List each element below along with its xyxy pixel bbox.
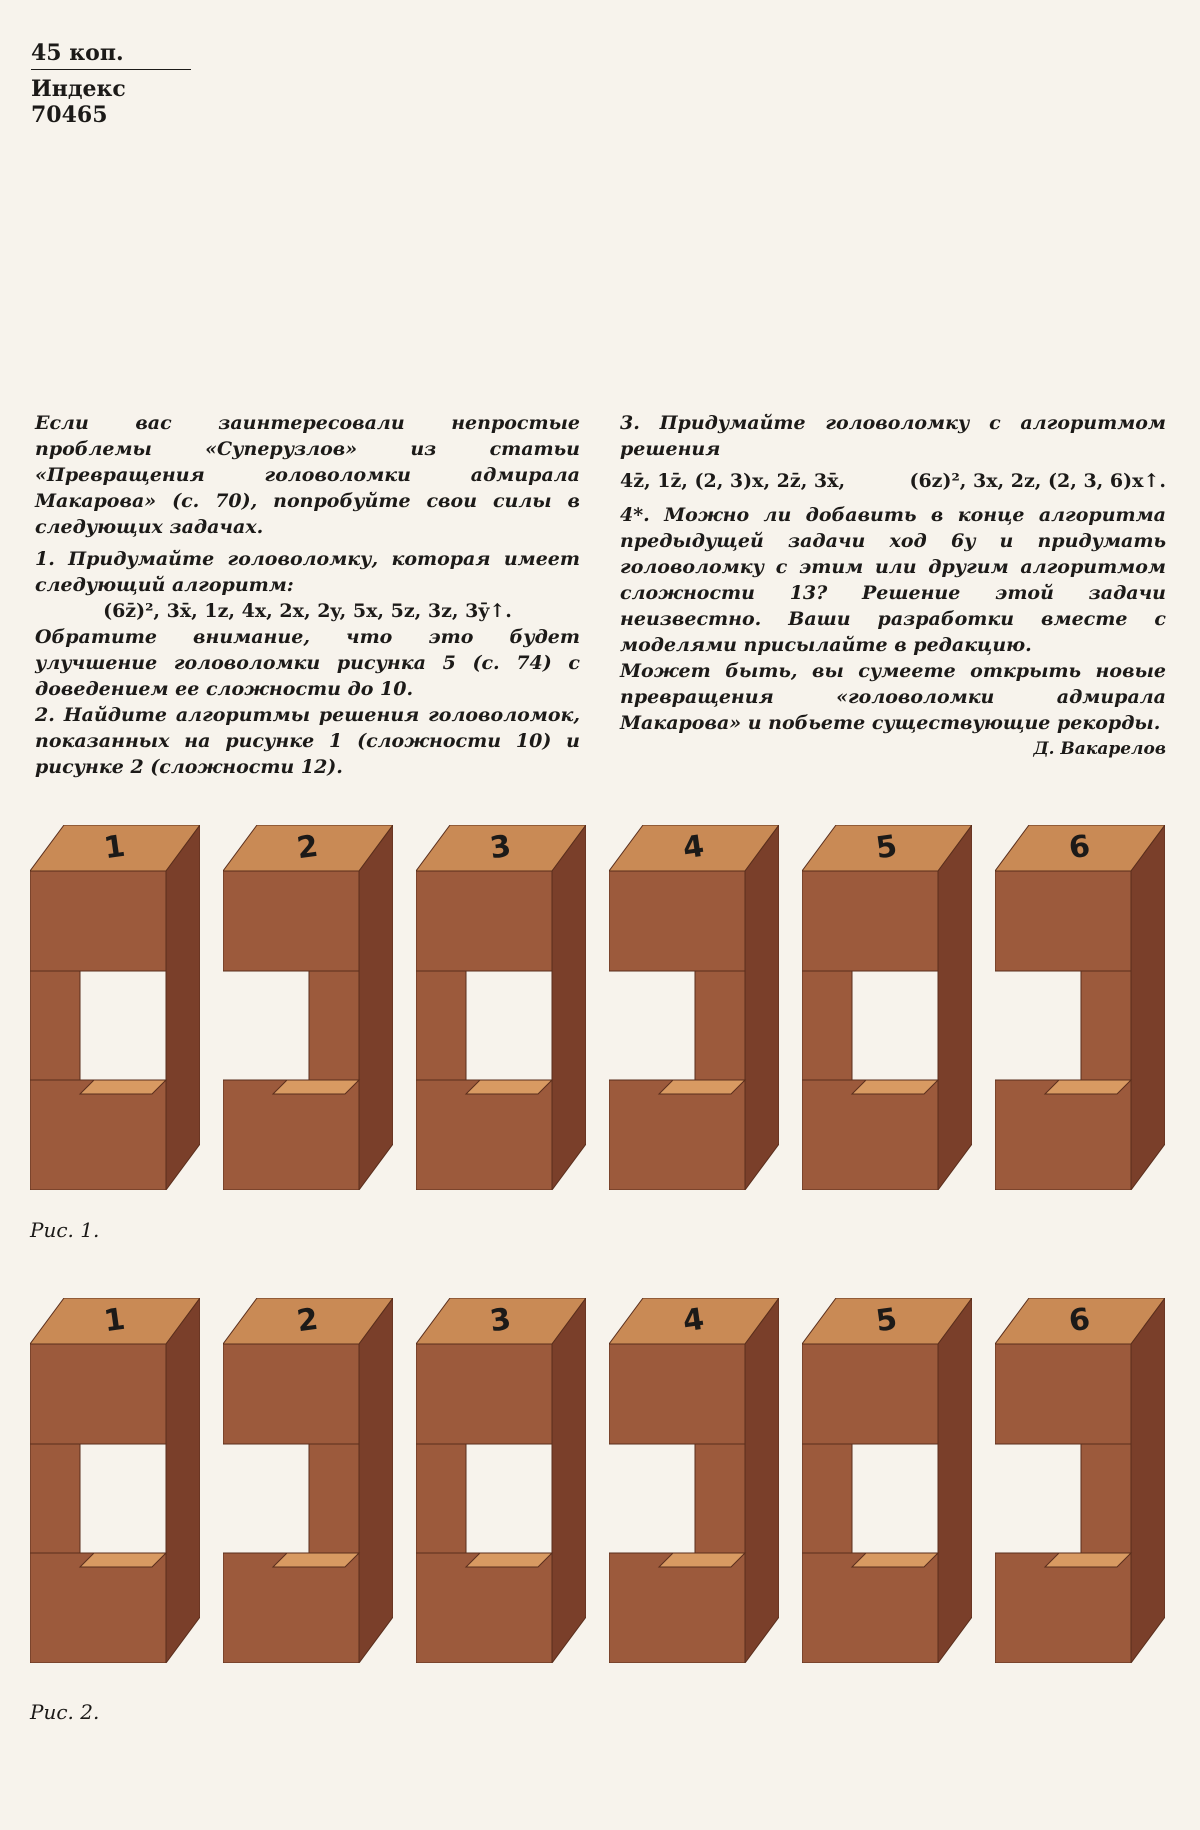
left-column — [35, 410, 580, 780]
fig1-piece-6 — [995, 825, 1165, 1190]
figure-1 — [30, 825, 1170, 1190]
fig1-piece-label: 4 — [680, 828, 707, 867]
fig2-piece-3 — [416, 1298, 586, 1663]
task-4: 4*. Можно ли добавить в конце алгоритма предыдущей задачи ход 6y и придумать головоломку с этим или другим алгоритмом сложности 13? Решение этой задачи неизвестно. Ваши разработки вместе с моделями присылайте в редакцию. — [620, 504, 1166, 656]
author: Д. Вакарелов — [1033, 739, 1166, 759]
fig2-piece-5 — [802, 1298, 972, 1663]
fig1-piece-4 — [609, 825, 779, 1190]
figure-2-caption: Рис. 2. — [30, 1700, 100, 1724]
task-2: 2. Найдите алгоритмы решения головоломок, показанных на рисунке 1 (сложности 10) и рисунке 2 (сложности 12). — [35, 704, 580, 778]
task-1: 1. Придумайте головоломку, которая имеет следующий алгоритм: — [35, 548, 580, 596]
formula-3 — [620, 468, 1166, 494]
fig2-piece-label: 4 — [680, 1301, 707, 1340]
formula-3-part-a: 4z̄, 1z̄, (2, 3)x, 2z̄, 3x̄, — [620, 470, 846, 492]
intro-text: Если вас заинтересовали непростые проблемы «Суперузлов» из статьи «Превращения головоломки адмирала Макарова» (с. 70), попробуйте свои силы в следующих задачах. — [35, 412, 580, 538]
fig1-piece-label: 3 — [487, 828, 514, 867]
fig2-piece-label: 5 — [873, 1301, 900, 1340]
figure-2 — [30, 1298, 1170, 1663]
price: 45 коп. — [31, 40, 191, 70]
fig2-piece-label: 1 — [101, 1301, 128, 1340]
fig1-piece-2 — [223, 825, 393, 1190]
fig2-piece-2 — [223, 1298, 393, 1663]
formula-1: (6z̄)², 3x̄, 1z, 4x, 2x, 2y, 5x, 5z, 3z, 3ȳ↑. — [103, 600, 512, 622]
price-block — [31, 40, 191, 128]
fig2-piece-4 — [609, 1298, 779, 1663]
fig1-piece-label: 1 — [101, 828, 128, 867]
subscription-index: Индекс 70465 — [31, 76, 126, 128]
fig2-piece-label: 2 — [294, 1301, 321, 1340]
fig2-piece-1 — [30, 1298, 200, 1663]
fig1-piece-3 — [416, 825, 586, 1190]
figure-1-caption: Рис. 1. — [30, 1218, 100, 1242]
formula-3-part-b: (6z)², 3x, 2z, (2, 3, 6)x↑. — [909, 470, 1166, 492]
right-column — [620, 410, 1166, 762]
closing-text: Может быть, вы сумеете открыть новые превращения «головоломки адмирала Макарова» и побьете существующие рекорды. — [620, 660, 1166, 734]
fig2-piece-label: 6 — [1066, 1301, 1093, 1340]
fig1-piece-label: 5 — [873, 828, 900, 867]
fig1-piece-label: 2 — [294, 828, 321, 867]
fig1-piece-1 — [30, 825, 200, 1190]
fig2-piece-6 — [995, 1298, 1165, 1663]
fig2-piece-label: 3 — [487, 1301, 514, 1340]
task-1-note: Обратите внимание, что это будет улучшение головоломки рисунка 5 (с. 74) с доведением ее сложности до 10. — [35, 626, 580, 700]
task-3: 3. Придумайте головоломку с алгоритмом решения — [620, 412, 1166, 460]
fig1-piece-5 — [802, 825, 972, 1190]
fig1-piece-label: 6 — [1066, 828, 1093, 867]
